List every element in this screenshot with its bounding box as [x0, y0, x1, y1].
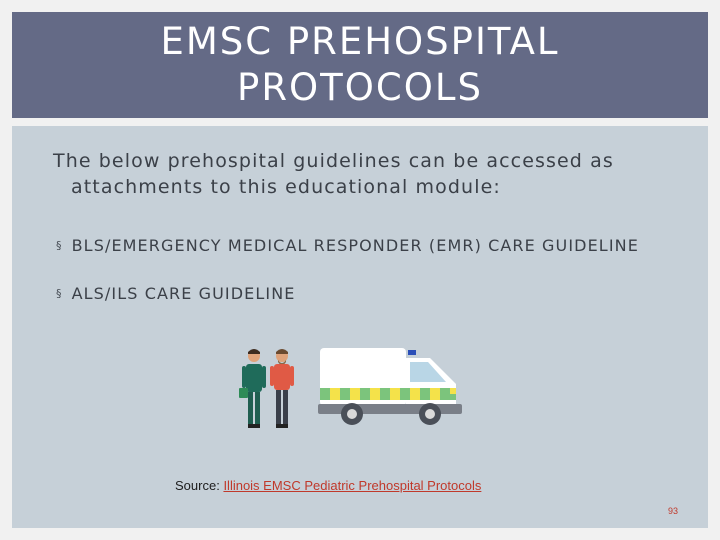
- title-bar: [12, 12, 708, 118]
- bullet-bls-guideline: [56, 236, 639, 255]
- ems-illustration: [238, 344, 468, 434]
- source-citation: [175, 478, 481, 493]
- source-link[interactable]: Illinois EMSC Pediatric Prehospital Protocols: [223, 478, 482, 493]
- bullet-marker: §: [56, 287, 63, 300]
- bullet-marker: §: [56, 239, 63, 252]
- bullet-als-guideline: [56, 284, 296, 303]
- intro-text: [53, 148, 693, 200]
- source-label: Source:: [175, 478, 220, 493]
- content-area: [12, 126, 708, 528]
- intro-line-1: The below prehospital guidelines can be accessed as: [53, 150, 614, 172]
- rescuer-icon: [270, 349, 294, 428]
- intro-line-2: attachments to this educational module:: [71, 176, 501, 198]
- slide-title: EMSC PREHOSPITAL PROTOCOLS: [160, 20, 560, 109]
- paramedic-icon: [239, 349, 266, 428]
- bullet-text: BLS/EMERGENCY MEDICAL RESPONDER (EMR) CARE GUIDELINE: [71, 236, 639, 255]
- bullet-text: ALS/ILS CARE GUIDELINE: [71, 284, 296, 303]
- ambulance-icon: [318, 348, 462, 425]
- page-number: 93: [667, 506, 678, 516]
